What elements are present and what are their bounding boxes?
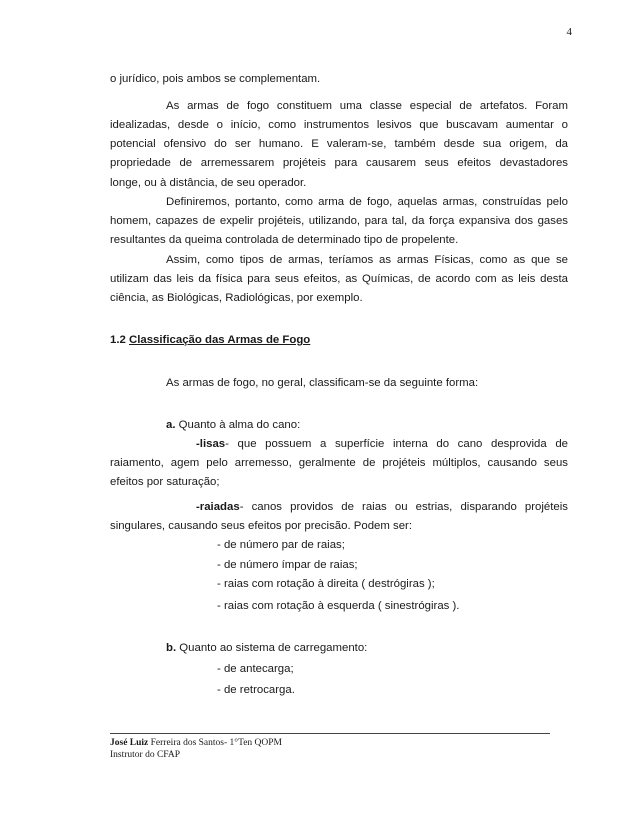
section-title: Classificação das Armas de Fogo (129, 334, 311, 346)
definition-line (196, 435, 568, 453)
paragraph-line: longe, ou à distância, de seu operador. (110, 177, 307, 189)
paragraph-line: raiamento, agem pelo arremesso, geralmente de projéteis múltiplos, causando seus (110, 457, 568, 469)
list-item: - de número par de raias; (217, 539, 345, 551)
term-definition: - que possuem a superfície interna do cano desprovida de (225, 438, 568, 450)
list-item: - raias com rotação à esquerda ( sinestrógiras ). (217, 600, 460, 612)
paragraph-line: Definiremos, portanto, como arma de fogo, aquelas armas, construídas pelo (166, 196, 568, 208)
paragraph-line: singulares, causando seus efeitos por precisão. Podem ser: (110, 520, 413, 532)
author-line (110, 737, 282, 749)
list-item: - de número ímpar de raias; (217, 559, 358, 571)
term-label: -raiadas (196, 501, 240, 513)
footer-divider (110, 733, 550, 734)
paragraph-line: efeitos por saturação; (110, 476, 220, 488)
definition-line (196, 498, 568, 516)
list-item: - raias com rotação à direita ( destrógiras ); (217, 578, 435, 590)
list-item: - de antecarga; (217, 663, 294, 675)
paragraph-line: As armas de fogo constituem uma classe especial de artefatos. Foram (166, 100, 568, 112)
section-heading (110, 331, 568, 349)
list-heading-text: Quanto à alma do cano: (175, 419, 301, 431)
paragraph-line: utilizam das leis da física para seus efeitos, as Químicas, de acordo com as leis desta (110, 273, 568, 285)
paragraph-line: o jurídico, pois ambos se complementam. (110, 73, 321, 85)
paragraph-line: homem, capazes de expelir projéteis, utilizando, para tal, da força expansiva dos gases (110, 215, 568, 227)
author-role: Instrutor do CFAP (110, 750, 181, 760)
term-definition: - canos providos de raias ou estrias, disparando projéteis (239, 501, 568, 513)
paragraph-line: Assim, como tipos de armas, teríamos as armas Físicas, como as que se (166, 254, 568, 266)
page-number: 4 (566, 26, 572, 38)
author-details: Ferreira dos Santos- 1°Ten QOPM (148, 738, 283, 748)
paragraph-line: resultantes da queima controlada de determinado tipo de propelente. (110, 234, 459, 246)
author-name: José Luiz (110, 738, 149, 748)
list-heading-b (166, 639, 568, 657)
paragraph-line: potencial ofensivo do ser humano. E valeram-se, também desde sua origem, da (110, 138, 568, 150)
list-marker: a. (166, 419, 176, 431)
paragraph-line: idealizadas, desde o início, como instrumentos lesivos que buscavam aumentar o (110, 119, 568, 131)
page-footer (110, 737, 282, 761)
list-marker: b. (166, 642, 177, 654)
paragraph-line: ciência, as Biológicas, Radiológicas, por exemplo. (110, 292, 363, 304)
list-item: - de retrocarga. (217, 684, 295, 696)
section-number: 1.2 (110, 334, 129, 346)
term-label: -lisas (196, 438, 226, 450)
list-heading-a (166, 416, 568, 434)
paragraph-line: propriedade de arremessarem projéteis para causarem seus efeitos devastadores (110, 157, 568, 169)
list-heading-text: Quanto ao sistema de carregamento: (176, 642, 368, 654)
paragraph-line: As armas de fogo, no geral, classificam-se da seguinte forma: (166, 377, 479, 389)
